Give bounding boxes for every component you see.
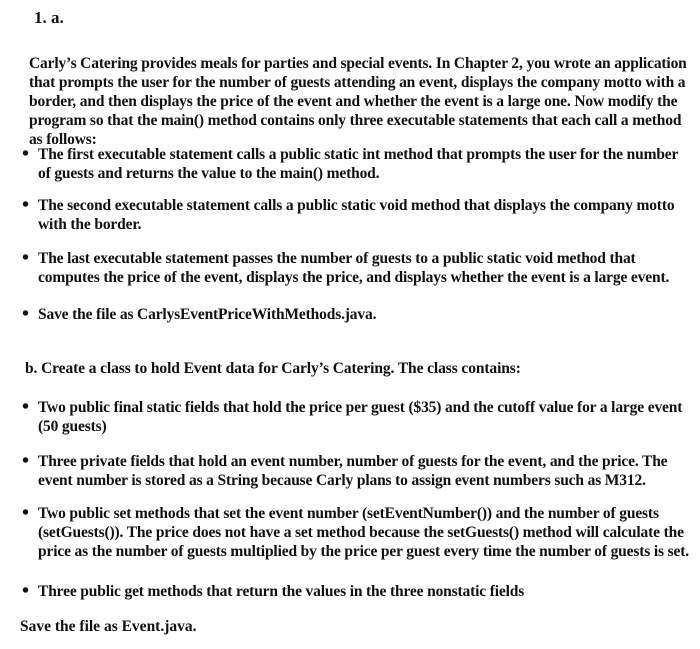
bullet-dot-icon: • <box>22 143 29 165</box>
bullet-text: Two public final static fields that hold the price per guest ($35) and the cutoff value for a large event (50 guests) <box>38 399 683 435</box>
bullet-dot-icon: • <box>22 580 29 602</box>
bullet-text: The first executable statement calls a public static int method that prompts the user for the number of guests and returns the value to the main() method. <box>38 146 678 182</box>
bullet-item-a3 <box>22 249 694 287</box>
bullet-dot-icon: • <box>22 450 29 472</box>
bullet-text: The last executable statement passes the number of guests to a public static void method that computes the price of the event, displays the price, and displays whether the event is a large event. <box>38 250 670 286</box>
save-note: Save the file as Event.java. <box>20 618 197 635</box>
bullet-item-b3 <box>22 504 694 561</box>
bullet-text: Two public set methods that set the event number (setEventNumber()) and the number of guests (setGuests()). The price does not have a set method because the setGuests() method will calculate the price as the number of guests multiplied by the price per guest every time the number of guests is set. <box>38 505 689 560</box>
bullet-dot-icon: • <box>22 194 29 216</box>
bullet-text: Three public get methods that return the values in the three nonstatic fields <box>38 583 525 600</box>
bullet-item-b2 <box>22 452 694 490</box>
bullet-item-b1 <box>22 398 694 436</box>
bullet-dot-icon: • <box>22 247 29 269</box>
bullet-dot-icon: • <box>22 303 29 325</box>
bullet-item-b4 <box>22 582 694 601</box>
bullet-text: Save the file as CarlysEventPriceWithMethods.java. <box>38 306 377 323</box>
bullet-item-a4 <box>22 305 694 324</box>
bullet-item-a1 <box>22 145 694 183</box>
bullet-dot-icon: • <box>22 502 29 524</box>
part-b-intro: b. Create a class to hold Event data for Carly’s Catering. The class contains: <box>25 360 521 377</box>
bullet-text: Three private fields that hold an event number, number of guests for the event, and the price. The event number is stored as a String because Carly plans to assign event numbers such as M312. <box>38 453 668 489</box>
bullet-item-a2 <box>22 196 694 234</box>
bullet-text: The second executable statement calls a public static void method that displays the company motto with the border. <box>38 197 675 233</box>
exercise-heading: 1. a. <box>34 8 64 27</box>
bullet-dot-icon: • <box>22 396 29 418</box>
part-a-intro: Carly’s Catering provides meals for parties and special events. In Chapter 2, you wrote an application that prompts the user for the number of guests attending an event, displays the company motto with a border, and then displays the price of the event and whether the event is a large one. Now modify the program so that the main() method contains only three executable statements that each call a method as follows: <box>29 55 687 148</box>
